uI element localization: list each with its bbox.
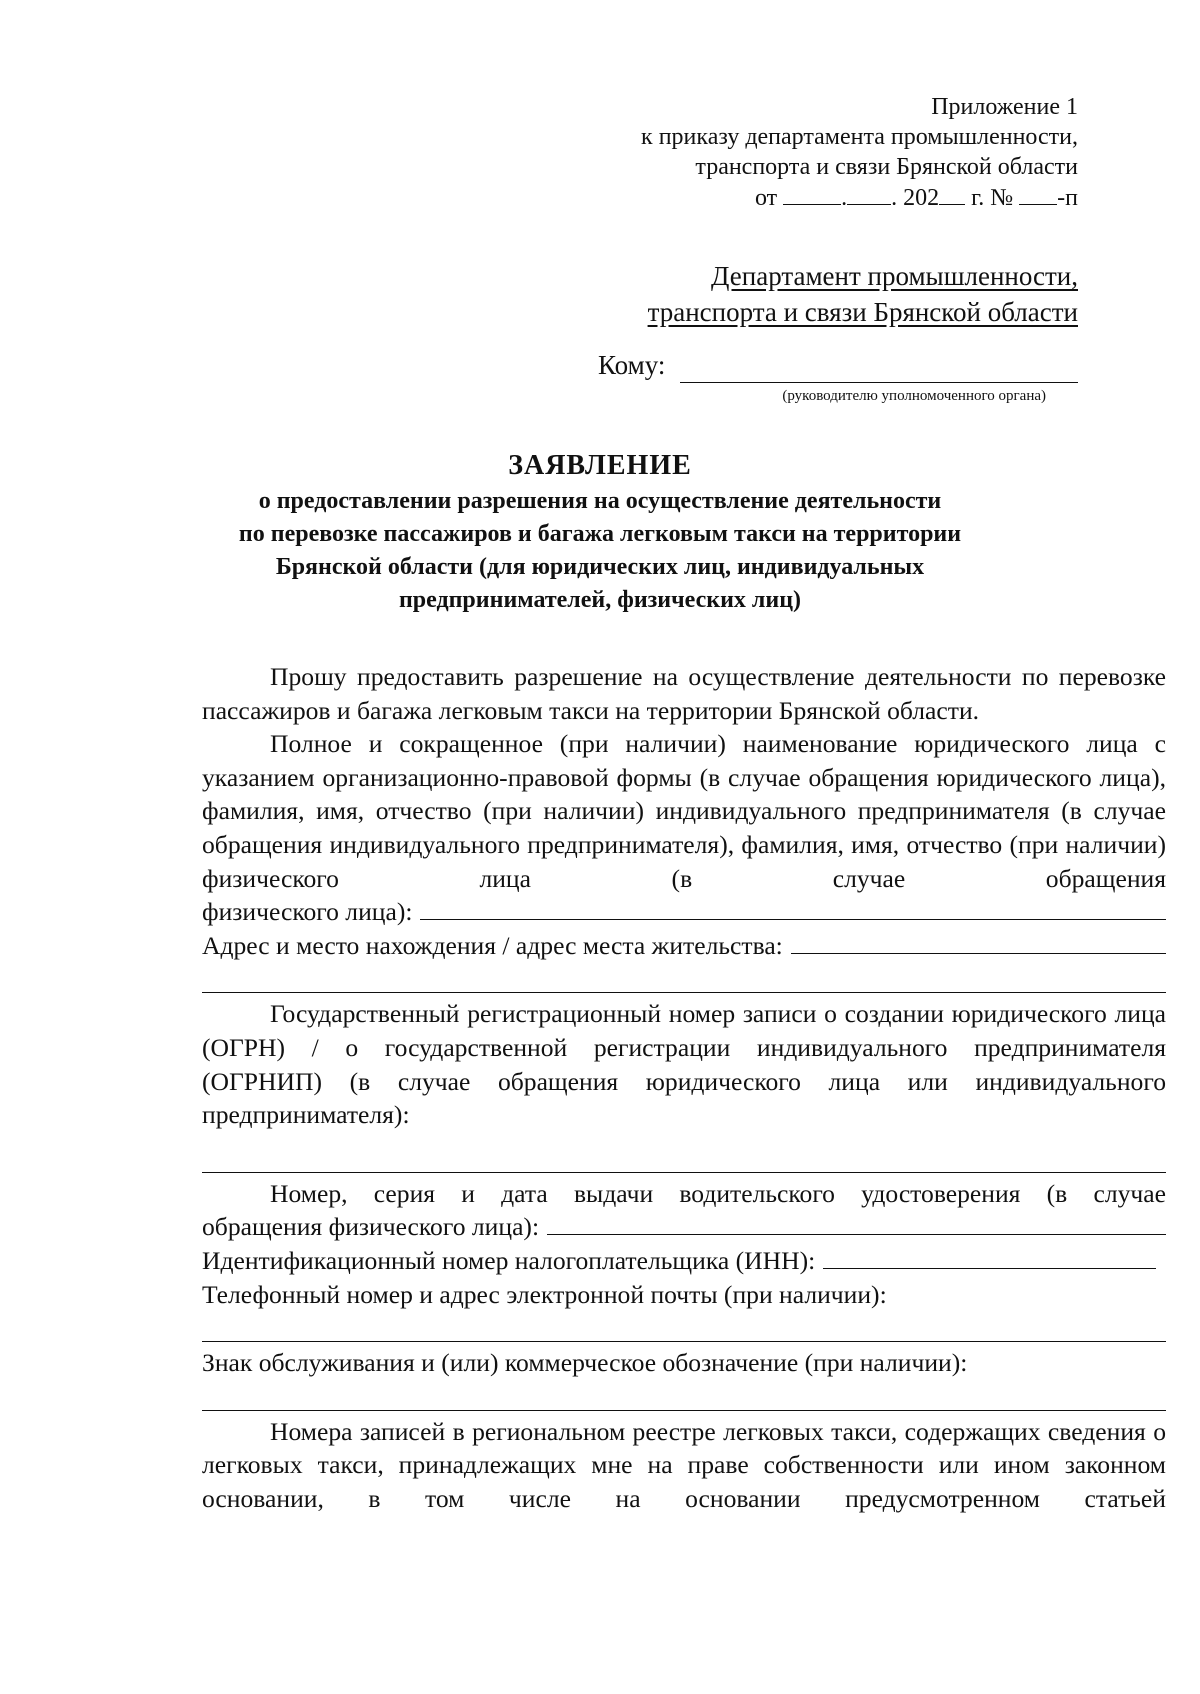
date-year-blank[interactable]	[939, 182, 965, 205]
recipient-field	[598, 350, 1078, 410]
address-input-line[interactable]	[791, 931, 1166, 954]
inn-input-line[interactable]	[823, 1246, 1156, 1269]
paragraph-name: Полное и сокращенное (при наличии) наименование юридического лица с указанием организационно-правовой формы (в случае обращения юридического лица), фамилия, имя, отчество (при наличии) индивидуального предпринимателя (в случае обращения индивидуального предпринимателя), фамилия, имя, отчество (при наличии) физического лица (в случае обращения	[202, 729, 1166, 893]
recipient-label: Кому:	[598, 350, 666, 380]
appendix-date-line: от . . 202 г. № -п	[641, 182, 1078, 213]
address-input-line-2[interactable]	[202, 962, 1166, 993]
name-field-row: физического лица):	[202, 895, 1166, 929]
phone-label-row: Телефонный номер и адрес электронной почты (при наличии):	[202, 1279, 887, 1309]
inn-field-row: Идентификационный номер налогоплательщика (ИНН):	[202, 1244, 1166, 1278]
addressee-line-2: транспорта и связи Брянской области	[647, 297, 1078, 327]
paragraph-license: Номер, серия и дата выдачи водительского удостоверения (в случае	[270, 1178, 1166, 1208]
appendix-department: транспорта и связи Брянской области	[695, 154, 1078, 180]
ogrn-input-line[interactable]	[202, 1132, 1166, 1173]
address-field-row: Адрес и место нахождения / адрес места жительства:	[202, 929, 1166, 963]
paragraph-request: Прошу предоставить разрешение на осуществление деятельности по перевозке пассажиров и багажа легковым такси на территории Брянской области.	[202, 662, 1166, 725]
recipient-input-line[interactable]	[680, 382, 1078, 383]
paragraph-registry: Номера записей в региональном реестре легковых такси, содержащих сведения о легковых такси, принадлежащих мне на праве собственности или ином законном основании, в том числе на основании предусмотренном статьей	[202, 1416, 1166, 1513]
phone-input-line[interactable]	[202, 1311, 1166, 1342]
title-line-3: Брянской области (для юридических лиц, индивидуальных	[275, 554, 925, 580]
document-body	[202, 660, 1166, 1515]
recipient-hint: (руководителю уполномоченного органа)	[782, 388, 1046, 404]
title-line-2: по перевозке пассажиров и багажа легковым такси на территории	[238, 521, 962, 547]
date-month-blank[interactable]	[847, 182, 891, 205]
mark-label-row: Знак обслуживания и (или) коммерческое обозначение (при наличии):	[202, 1348, 968, 1378]
name-input-line[interactable]	[420, 897, 1166, 920]
appendix-block	[641, 92, 1078, 213]
order-number-blank[interactable]	[1019, 182, 1057, 205]
title-main: ЗАЯВЛЕНИЕ	[508, 450, 692, 481]
addressee-block	[648, 258, 1078, 330]
date-day-blank[interactable]	[783, 182, 841, 205]
appendix-title: Приложение 1	[931, 94, 1078, 120]
title-line-1: о предоставлении разрешения на осуществление деятельности	[258, 488, 942, 514]
mark-input-line[interactable]	[202, 1380, 1166, 1411]
title-line-4: предпринимателей, физических лиц)	[398, 587, 802, 613]
license-input-line[interactable]	[547, 1212, 1166, 1235]
appendix-order-ref: к приказу департамента промышленности,	[641, 124, 1078, 150]
addressee-line-1: Департамент промышленности,	[711, 261, 1078, 291]
paragraph-ogrn: Государственный регистрационный номер записи о создании юридического лица (ОГРН) / о государственной регистрации индивидуального предпринимателя (ОГРНИП) (в случае обращения юридического лица или индивидуального предпринимателя):	[202, 999, 1166, 1130]
document-title	[100, 448, 1100, 616]
license-field-row: обращения физического лица):	[202, 1210, 1166, 1244]
